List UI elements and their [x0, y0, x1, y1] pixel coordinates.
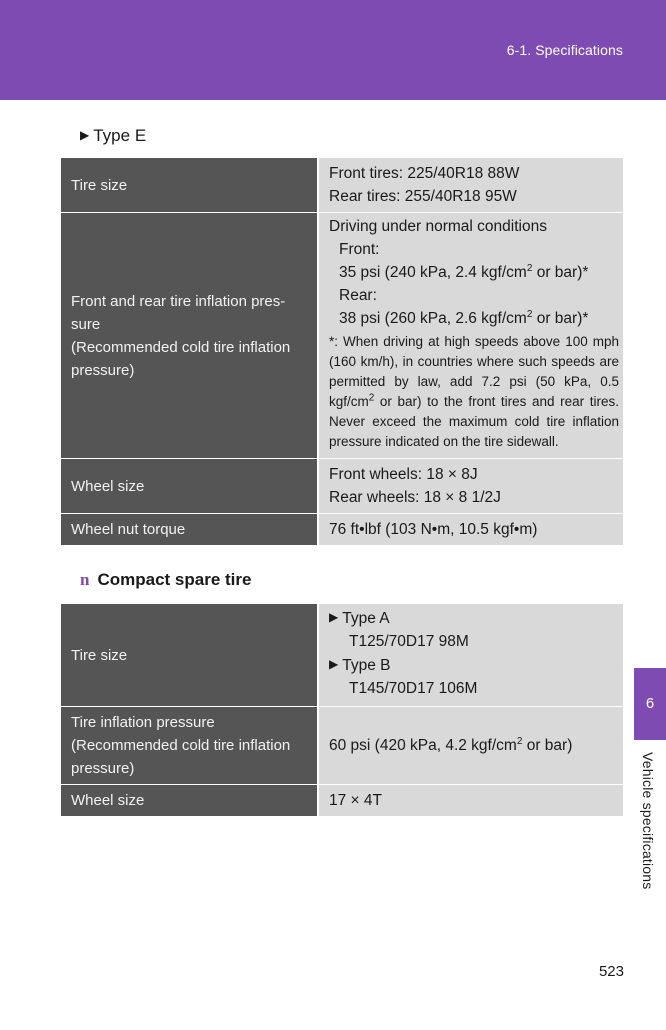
tire-size-rear: Rear tires: 255/40R18 95W — [329, 188, 517, 205]
inflation-label-line: Tire inflation pressure — [71, 714, 215, 731]
inflation-label-line: (Recommended cold tire inflation — [71, 737, 291, 754]
torque-value: 76 ft•lbf (103 N•m, 10.5 kgf•m) — [318, 514, 623, 546]
inflation-label-line: pressure) — [71, 361, 135, 379]
type-a — [329, 606, 619, 630]
front-pressure-text: 35 psi (240 kPa, 2.4 kgf/cm — [339, 264, 527, 281]
compact-inflation-text: 60 psi (420 kPa, 4.2 kgf/cm — [329, 737, 517, 754]
chapter-tab-label: Vehicle specifications — [640, 752, 656, 890]
exponent: 2 — [526, 262, 533, 274]
compact-inflation-label — [61, 707, 318, 785]
bullet-icon: n — [80, 570, 90, 589]
exponent: 2 — [368, 392, 375, 404]
type-b-text: Type B — [342, 657, 391, 674]
exponent: 2 — [526, 308, 533, 320]
compact-tire-size-value — [318, 604, 623, 707]
note-text: *: When driving at high speeds above 100 mph (160 km/h), in countries where such speeds are permitted by law, add 7.2 psi (50 kPa, 0.5 kgf/cm — [329, 334, 619, 409]
table-row — [61, 604, 623, 707]
type-e-heading-text: Type E — [93, 126, 147, 145]
table-row — [61, 785, 623, 817]
inflation-label-line: pressure) — [71, 760, 135, 777]
inflation-label-line: (Recommended cold tire inflation — [71, 338, 291, 356]
front-label: Front: — [339, 241, 380, 258]
type-b-value: T145/70D17 106M — [349, 680, 478, 697]
type-e-spec-table — [61, 158, 623, 546]
note-text-end: or bar) to the front tires and rear tires. Never exceed the maximum cold tire inflation pressure indicated on the tire sidewall. — [329, 394, 619, 449]
exponent: 2 — [516, 735, 523, 747]
type-e-heading — [80, 126, 146, 146]
table-row — [61, 459, 623, 514]
tire-size-front: Front tires: 225/40R18 88W — [329, 165, 520, 182]
table-row — [61, 514, 623, 546]
high-speed-note — [329, 332, 619, 452]
compact-spare-heading — [80, 570, 251, 590]
front-pressure — [329, 261, 619, 284]
compact-spare-table — [61, 604, 623, 817]
tire-size-value — [318, 158, 623, 213]
type-a-text: Type A — [342, 610, 390, 627]
compact-tire-size-label: Tire size — [61, 604, 318, 707]
compact-inflation-value — [318, 707, 623, 785]
page-header — [0, 0, 666, 100]
chapter-tab: 6 — [634, 668, 666, 740]
triangle-right-icon: ▶ — [329, 657, 339, 671]
type-b — [329, 653, 619, 677]
triangle-right-icon: ▶ — [329, 610, 339, 624]
table-row — [61, 707, 623, 785]
wheel-front: Front wheels: 18 × 8J — [329, 466, 478, 483]
section-title: 6-1. Specifications — [506, 42, 623, 58]
inflation-label-line: Front and rear tire inflation pres- — [71, 292, 286, 310]
inflation-label-line: sure — [71, 315, 101, 333]
wheel-rear: Rear wheels: 18 × 8 1/2J — [329, 489, 501, 506]
wheel-size-label: Wheel size — [61, 459, 318, 514]
inflation-label — [61, 213, 318, 459]
compact-inflation-end: or bar) — [522, 737, 573, 754]
tire-size-label: Tire size — [61, 158, 318, 213]
compact-spare-heading-text: Compact spare tire — [97, 570, 252, 589]
type-a-value: T125/70D17 98M — [349, 633, 469, 650]
triangle-right-icon: ▶ — [80, 128, 90, 142]
compact-wheel-size-value: 17 × 4T — [318, 785, 623, 817]
inflation-value — [318, 213, 623, 459]
compact-wheel-size-label: Wheel size — [61, 785, 318, 817]
rear-pressure-text: 38 psi (260 kPa, 2.6 kgf/cm — [339, 310, 527, 327]
rear-label: Rear: — [339, 287, 377, 304]
driving-condition: Driving under normal conditions — [329, 218, 547, 235]
table-row — [61, 213, 623, 459]
front-pressure-end: or bar)* — [532, 264, 589, 281]
rear-pressure — [329, 307, 619, 330]
rear-pressure-end: or bar)* — [532, 310, 589, 327]
wheel-size-value — [318, 459, 623, 514]
torque-label: Wheel nut torque — [61, 514, 318, 546]
table-row — [61, 158, 623, 213]
page-number: 523 — [598, 963, 624, 980]
